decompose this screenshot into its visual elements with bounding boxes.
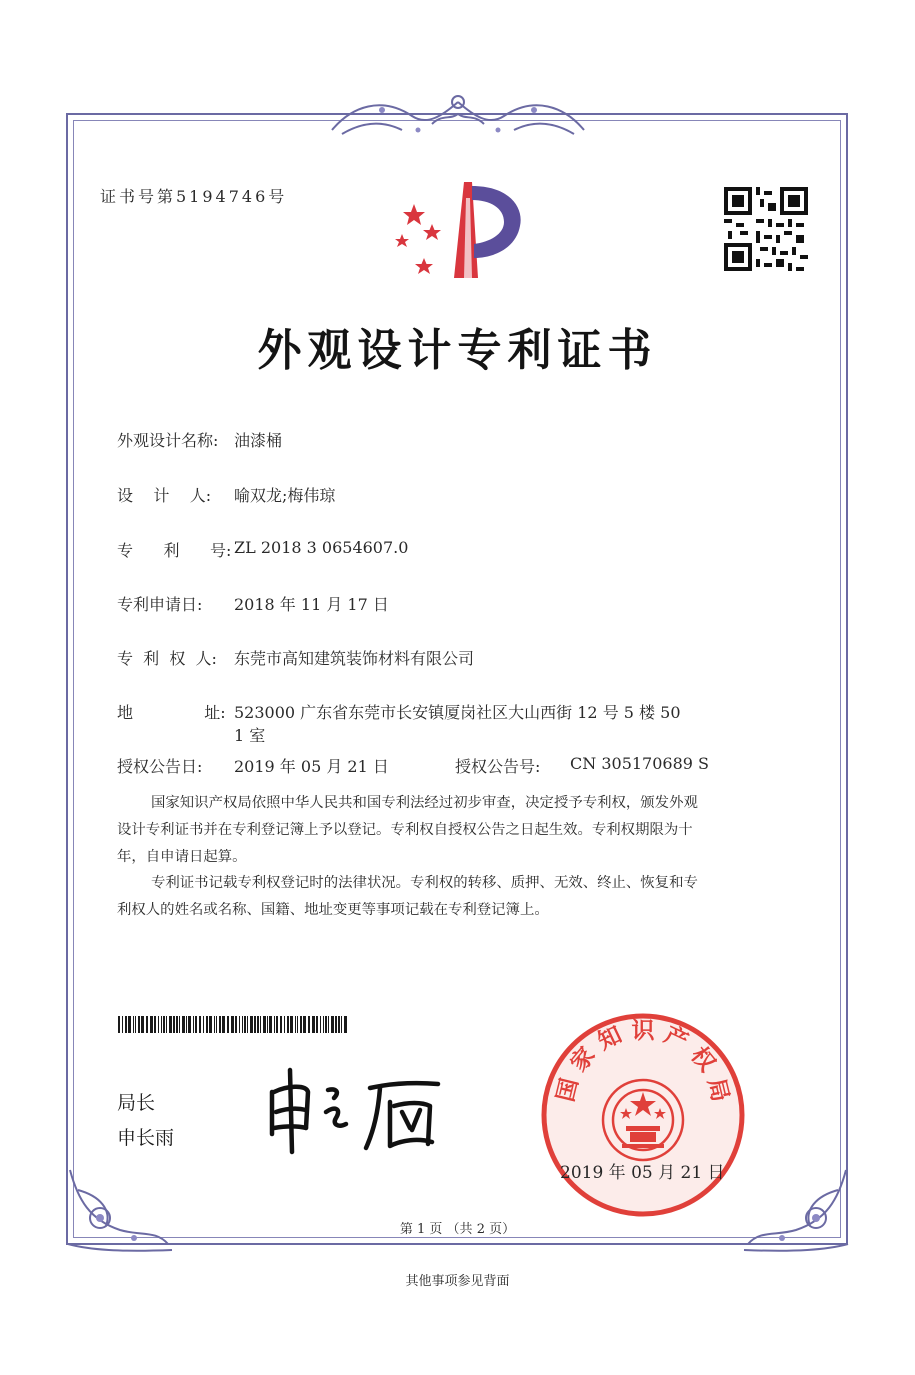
- director-signature-icon: [262, 1062, 462, 1158]
- paragraph-line: 利权人的姓名或名称、国籍、地址变更等事项记载在专利登记簿上。: [117, 902, 549, 918]
- official-seal-icon: [538, 1010, 748, 1220]
- paragraph-line: 设计专利证书并在专利登记簿上予以登记。专利权自授权公告之日起生效。专利权期限为十: [117, 822, 693, 838]
- grant-no-value: CN 305170689 S: [570, 754, 709, 773]
- patent-no-value: ZL 2018 3 0654607.0: [234, 538, 409, 557]
- filing-date-value: 2018 年 11 月 17 日: [234, 595, 389, 614]
- document-title: 外观设计专利证书: [257, 325, 658, 376]
- barcode-icon: [118, 1016, 350, 1033]
- page-indicator: 第 1 页 （共 2 页）: [399, 1222, 516, 1237]
- top-ornament: [322, 86, 594, 142]
- address-value-line2: 1 室: [234, 726, 266, 745]
- filing-date-label: 专利申请日:: [117, 595, 203, 614]
- grant-no-label: 授权公告号:: [455, 757, 541, 776]
- paragraph-line: 年，自申请日起算。: [117, 849, 247, 865]
- patentee-label: 专 利 权 人:: [117, 649, 217, 668]
- designer-value: 喻双龙;梅伟琼: [234, 486, 336, 505]
- paragraph-line: 国家知识产权局依照中华人民共和国专利法经过初步审查，决定授予专利权，颁发外观: [151, 795, 698, 811]
- design-name-label: 外观设计名称:: [117, 431, 219, 450]
- patentee-value: 东莞市高知建筑装饰材料有限公司: [234, 649, 475, 668]
- bottom-left-ornament: [60, 1160, 180, 1256]
- grant-date-label: 授权公告日:: [117, 757, 203, 776]
- qr-code-icon: [722, 187, 810, 271]
- grant-date-value: 2019 年 05 月 21 日: [234, 757, 389, 776]
- legal-paragraph-2: [117, 870, 793, 924]
- paragraph-line: 专利证书记载专利权登记时的法律状况。专利权的转移、质押、无效、终止、恢复和专: [151, 875, 698, 891]
- seal-date: 2019 年 05 月 21 日: [560, 1163, 725, 1183]
- director-title: 局长: [117, 1092, 156, 1114]
- svg-text:国 家 知 识 产 权 局: 国 家 知 识 产 权 局: [552, 1018, 734, 1105]
- back-note: 其他事项参见背面: [405, 1274, 510, 1289]
- bottom-right-ornament: [736, 1160, 856, 1256]
- design-name-value: 油漆桶: [234, 431, 283, 450]
- address-label: 地 址:: [117, 703, 226, 722]
- address-value-line1: 523000 广东省东莞市长安镇厦岗社区大山西街 12 号 5 楼 50: [234, 703, 681, 722]
- designer-label: 设 计 人:: [117, 486, 212, 505]
- certificate-number: 证书号第5194746号: [100, 187, 288, 206]
- legal-paragraph-1: [117, 790, 793, 871]
- patent-no-label: 专 利 号:: [117, 541, 232, 560]
- director-name: 申长雨: [117, 1127, 175, 1149]
- cnipa-logo-icon: [392, 178, 528, 282]
